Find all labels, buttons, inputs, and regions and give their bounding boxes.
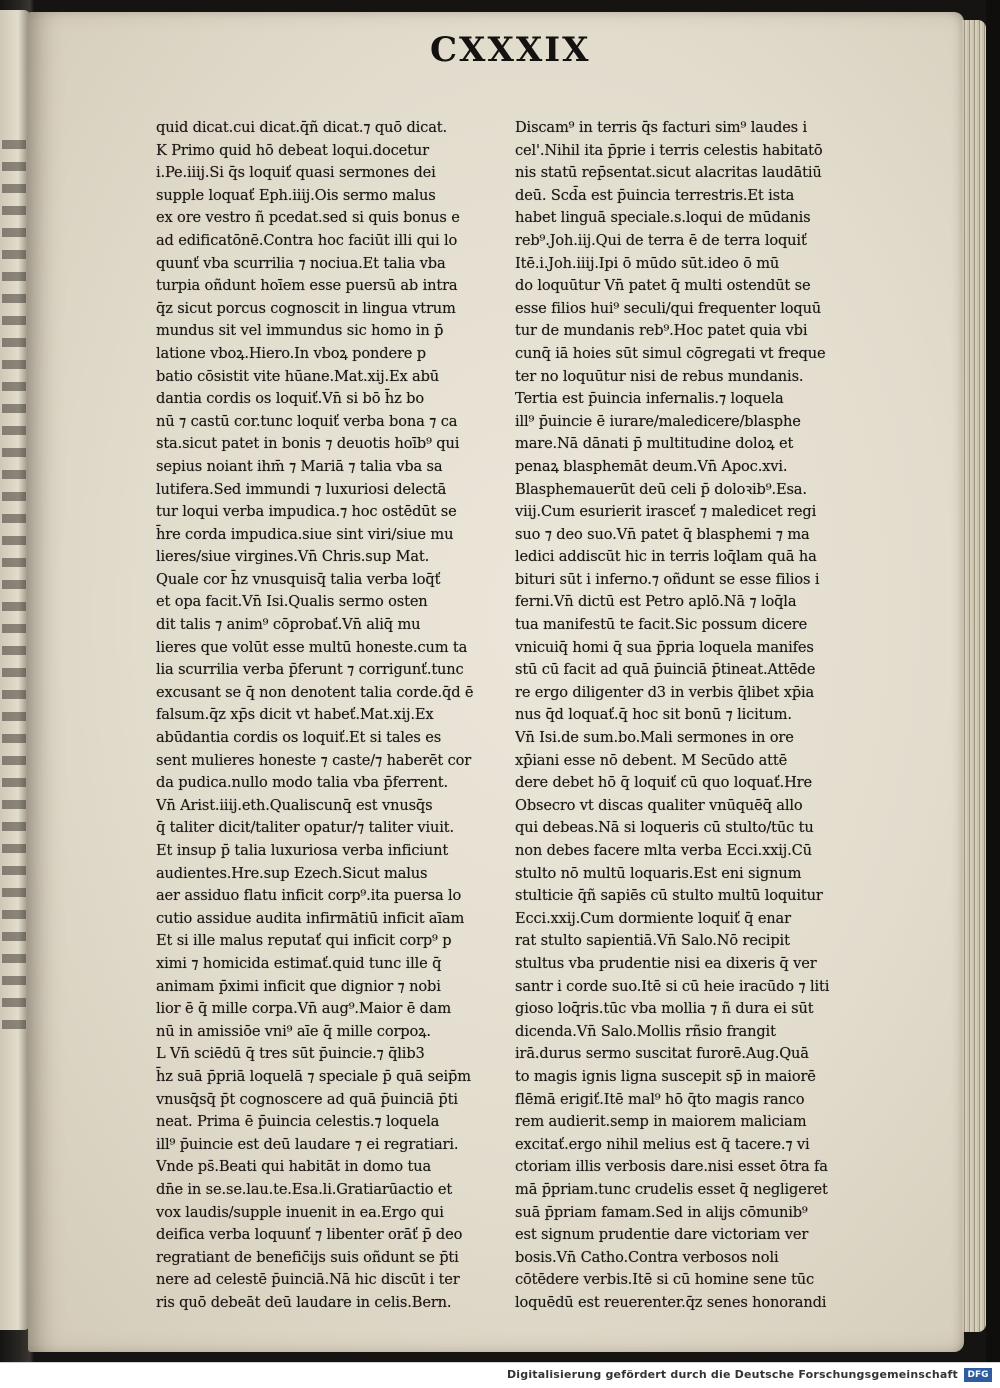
- text-line: to magis ignis ligna suscepit sp̄ in maiorē: [515, 1067, 816, 1085]
- text-line: mundus sit vel immundus sic homo in p̄: [156, 322, 444, 340]
- text-line: lior ē q̄ mille corpa.Vn̄ aug⁹.Maior ē dam: [156, 1000, 452, 1018]
- text-line: nū ⁊ castū cor.tunc loquiť verba bona ⁊ ca: [156, 412, 458, 430]
- text-line: suo ⁊ deo suo.Vn̄ patet q̄ blasphemi ⁊ ma: [515, 525, 810, 543]
- text-line: Discam⁹ in terris q̄s facturi sim⁹ laudes i: [515, 119, 808, 136]
- previous-page-text-fragment: [2, 140, 26, 1040]
- text-line: suā p̄priam famam.Sed in alijs cōmunib⁹: [515, 1203, 808, 1221]
- text-line: deū. Scd̄a est p̄uincia terrestris.Et ista: [515, 186, 795, 204]
- text-line: mā p̄priam.tunc crudelis esset q̄ negligeret: [515, 1180, 828, 1198]
- text-line: h̄z suā p̄priā loquelā ⁊ speciale p̄ quā seip̄m: [156, 1067, 471, 1085]
- text-line: dere debet hō q̄ loquiť cū quo loquať.Hre: [515, 774, 812, 792]
- text-line: stulto nō multū loquaris.Est eni signum: [515, 864, 802, 882]
- text-line: supple loquať Eph.iiij.Ois sermo malus: [156, 186, 436, 204]
- footer-bar: [0, 1362, 1000, 1388]
- funding-credit: Digitalisierung gefördert durch die Deutsche Forschungsgemeinschaft: [506, 1368, 958, 1381]
- text-line: excitať.ergo nihil melius est q̄ tacere.⁊ vi: [515, 1135, 810, 1153]
- text-line: lutifera.Sed immundi ⁊ luxuriosi delectā: [156, 480, 447, 498]
- text-line: abūdantia cordis os loquiť.Et si tales es: [156, 729, 442, 747]
- text-line: ris quō debeāt deū laudare in celis.Bern.: [156, 1293, 452, 1311]
- text-line: Vnde ps̄.Beati qui habitāt in domo tua: [156, 1158, 431, 1176]
- text-line: sepius noiant ihm̄ ⁊ Mariā ⁊ talia vba sa: [156, 457, 443, 475]
- text-line: rem audierit.semp in maiorem maliciam: [515, 1113, 807, 1131]
- text-line: irā.durus sermo suscitat furorē.Aug.Quā: [515, 1045, 809, 1063]
- text-line: vox laudis/supple inuenit in ea.Ergo qui: [156, 1203, 444, 1221]
- folio-number: CXXXIX: [430, 30, 591, 70]
- text-line: dicenda.Vn̄ Salo.Mollis rñsio frangit: [515, 1022, 776, 1040]
- text-line: regratiant de benefic̄ijs suis oñdunt se p̄ti: [156, 1248, 459, 1266]
- text-line: excusant se q̄ non denotent talia corde.q̄d ē: [156, 683, 474, 701]
- text-line: mare.Nā dānati p̄ multitudine doloꝝ et: [515, 435, 794, 453]
- text-line: cōtēdere verbis.Itē si cū homine sene tūc: [515, 1271, 815, 1289]
- text-line: falsum.q̄z xp̄s dicit vt habeť.Mat.xij.Ex: [156, 706, 434, 724]
- text-line: re ergo diligenter d3 in verbis q̄libet xp̄ia: [515, 683, 815, 701]
- text-line: Et insup p̄ talia luxuriosa verba inficiunt: [156, 842, 449, 859]
- page-edges: [962, 20, 986, 1332]
- text-line: K Primo quid hō debeat loqui.docetur: [156, 141, 429, 159]
- text-line: deifica verba loquunť ⁊ libenter orāť p̄ deo: [156, 1226, 463, 1244]
- text-line: vnusq̄sq̄ p̄t cognoscere ad quā p̄uinciā p̄ti: [156, 1090, 458, 1108]
- previous-page-edge: [0, 10, 30, 1330]
- text-line: dn̄e in se.se.lau.te.Esa.li.Gratiarūactio et: [156, 1180, 453, 1198]
- text-line: nere ad celestē p̄uinciā.Nā hic discūt i ter: [156, 1271, 460, 1289]
- text-line: est signum prudentie dare victoriam ver: [515, 1226, 809, 1244]
- text-line: cutio assidue audita infirmātiū inficit aīam: [156, 909, 465, 927]
- text-column-left: [156, 117, 488, 1314]
- text-line: tur de mundanis reb⁹.Hoc patet quia vbi: [515, 322, 808, 340]
- text-line: ex ore vestro ñ pcedat.sed si quis bonus e: [156, 209, 460, 227]
- text-line: esse filios hui⁹ seculi/qui frequenter loquū: [515, 299, 822, 317]
- text-line: vnicuiq̄ homi q̄ sua p̄pria loquela manifes: [515, 638, 814, 656]
- text-line: da pudica.nullo modo talia vba p̄ferrent.: [156, 774, 448, 792]
- text-column-right: [515, 117, 855, 1314]
- text-line: audientes.Hre.sup Ezech.Sicut malus: [156, 864, 428, 882]
- text-line: flēmā erigiť.Itē mal⁹ hō q̄to magis ranco: [515, 1090, 805, 1108]
- text-line: Itē.i.Joh.iiij.Ipi ō mūdo sūt.ideo ō mū: [515, 254, 780, 272]
- text-line: Blasphemauerūt deū celi p̄ doloꝛib⁹.Esa.: [515, 480, 807, 498]
- text-line: santr i corde suo.Itē si cū heie iracūdo ⁊ liti: [515, 977, 830, 995]
- text-line: dit talis ⁊ anim⁹ cōprobať.Vn̄ aliq̄ mu: [156, 616, 421, 634]
- text-line: Vn̄ Isi.de sum.bo.Mali sermones in ore: [515, 729, 794, 747]
- text-line: Et si ille malus reputať qui inficit corp⁹ p: [156, 932, 452, 950]
- text-line: stultus vba prudentie nisi ea dixeris q̄ ver: [515, 954, 817, 972]
- text-line: rat stulto sapientiā.Vn̄ Salo.Nō recipit: [515, 932, 790, 950]
- text-line: ferni.Vn̄ dictū est Petro aplō.Nā ⁊ loq̄la: [515, 593, 797, 611]
- text-line: reb⁹.Joh.iij.Qui de terra ē de terra loquiť: [515, 231, 807, 249]
- text-line: cunq̄ iā hoies sūt simul cōgregati vt freque: [515, 344, 826, 362]
- scan-border-right: [986, 0, 1000, 1362]
- text-line: latione vboꝝ.Hiero.In vboꝝ pondere p: [156, 344, 426, 362]
- text-line: ximi ⁊ homicida estimať.quid tunc ille q̄: [156, 954, 442, 972]
- text-line: lieres que volūt esse multū honeste.cum ta: [156, 638, 468, 656]
- text-line: penaꝝ blasphemāt deum.Vn̄ Apoc.xvi.: [515, 457, 788, 475]
- text-line: q̄ taliter dicit/taliter opatur/⁊ taliter viuit.: [156, 819, 454, 837]
- text-line: sta.sicut patet in bonis ⁊ deuotis hoīb⁹ qui: [156, 435, 460, 453]
- text-line: ctoriam illis verbosis dare.nisi esset ōtra fa: [515, 1158, 828, 1176]
- text-line: loquēdū est reuerenter.q̄z senes honorandi: [515, 1293, 827, 1311]
- text-line: dantia cordis os loquiť.Vn̄ si bō h̄z bo: [156, 390, 424, 408]
- text-line: viij.Cum esurierit irasceť ⁊ maledicet regi: [515, 503, 817, 521]
- text-line: ill⁹ p̄uincie ē iurare/maledicere/blasphe: [515, 412, 801, 430]
- text-line: nus q̄d loquať.q̄ hoc sit bonū ⁊ licitum.: [515, 706, 792, 724]
- text-line: do loquūtur Vn̄ patet q̄ multi ostendūt se: [515, 277, 811, 295]
- text-line: xp̄iani esse nō debent. M Secūdo attē: [515, 751, 788, 769]
- text-line: q̄z sicut porcus cognoscit in lingua vtrum: [156, 299, 456, 317]
- text-line: ter no loquūtur nisi de rebus mundanis.: [515, 367, 804, 385]
- text-line: habet linguā speciale.s.loqui de mūdanis: [515, 209, 811, 227]
- text-line: neat. Prima ē p̄uincia celestis.⁊ loquela: [156, 1113, 440, 1131]
- text-line: et opa facit.Vn̄ Isi.Qualis sermo osten: [156, 593, 428, 611]
- text-line: Obsecro vt discas qualiter vnūquēq̄ allo: [515, 796, 803, 814]
- text-line: sent mulieres honeste ⁊ caste/⁊ haberēt cor: [156, 751, 472, 769]
- text-line: nū in amissiōe vni⁹ aīe q̄ mille corpoꝝ.: [156, 1022, 431, 1040]
- text-line: stū cū facit ad quā p̄uinciā p̄tineat.Attēde: [515, 661, 816, 679]
- text-line: ill⁹ p̄uincie est deū laudare ⁊ ei regratiari.: [156, 1135, 459, 1153]
- text-line: L Vn̄ sciēdū q̄ tres sūt p̄uincie.⁊ q̄lib3: [156, 1045, 425, 1063]
- text-line: Ecci.xxij.Cum dormiente loquiť q̄ enar: [515, 909, 791, 927]
- text-line: bituri sūt i inferno.⁊ oñdunt se esse filios i: [515, 570, 820, 588]
- text-line: quid dicat.cui dicat.q̄ñ dicat.⁊ quō dicat.: [156, 119, 447, 136]
- text-line: tur loqui verba impudica.⁊ hoc ostēdūt se: [156, 503, 457, 521]
- text-line: Quale cor h̄z vnusquisq̄ talia verba loq̄ť: [156, 570, 441, 588]
- text-line: bosis.Vn̄ Catho.Contra verbosos noli: [515, 1248, 779, 1266]
- text-line: Vn̄ Arist.iiij.eth.Qualiscunq̄ est vnusq̄s: [156, 796, 433, 814]
- text-line: cel'.Nihil ita p̄prie i terris celestis habitatō: [515, 141, 823, 159]
- text-line: i.Pe.iiij.Si q̄s loquiť quasi sermones dei: [156, 164, 436, 182]
- text-line: non debes facere mlta verba Ecci.xxij.Cū: [515, 842, 812, 859]
- text-line: batio cōsistit vite hūane.Mat.xij.Ex abū: [156, 367, 440, 385]
- text-line: qui debeas.Nā si loqueris cū stulto/tūc tu: [515, 819, 814, 837]
- text-line: h̄re corda impudica.siue sint viri/siue mu: [156, 525, 454, 543]
- text-line: tua manifestū te facit.Sic possum dicere: [515, 616, 808, 634]
- dfg-logo: DFG: [964, 1368, 992, 1382]
- text-line: quunť vba scurrilia ⁊ nociua.Et talia vba: [156, 254, 446, 272]
- text-line: Tertia est p̄uincia infernalis.⁊ loquela: [515, 390, 784, 408]
- text-line: lia scurrilia verba p̄ferunt ⁊ corrigunť.tunc: [156, 661, 464, 679]
- text-line: gioso loq̄ris.tūc vba mollia ⁊ ñ dura ei sūt: [515, 1000, 814, 1018]
- text-line: nis statū rep̄sentat.sicut alacritas laudātiū: [515, 164, 822, 182]
- text-line: ledici addiscūt hic in terris loq̄lam quā ha: [515, 548, 817, 566]
- text-line: animam p̄ximi inficit que dignior ⁊ nobi: [156, 977, 441, 995]
- text-line: turpia oñdunt hoīem esse puersū ab intra: [156, 277, 458, 295]
- text-line: aer assiduo flatu inficit corp⁹.ita puersa lo: [156, 887, 462, 905]
- text-line: lieres/siue virgines.Vn̄ Chris.sup Mat.: [156, 548, 430, 566]
- text-line: stulticie q̄ñ sapiēs cū stulto multū loquitur: [515, 887, 823, 905]
- text-line: ad edificatōnē.Contra hoc faciūt illi qui lo: [156, 231, 458, 249]
